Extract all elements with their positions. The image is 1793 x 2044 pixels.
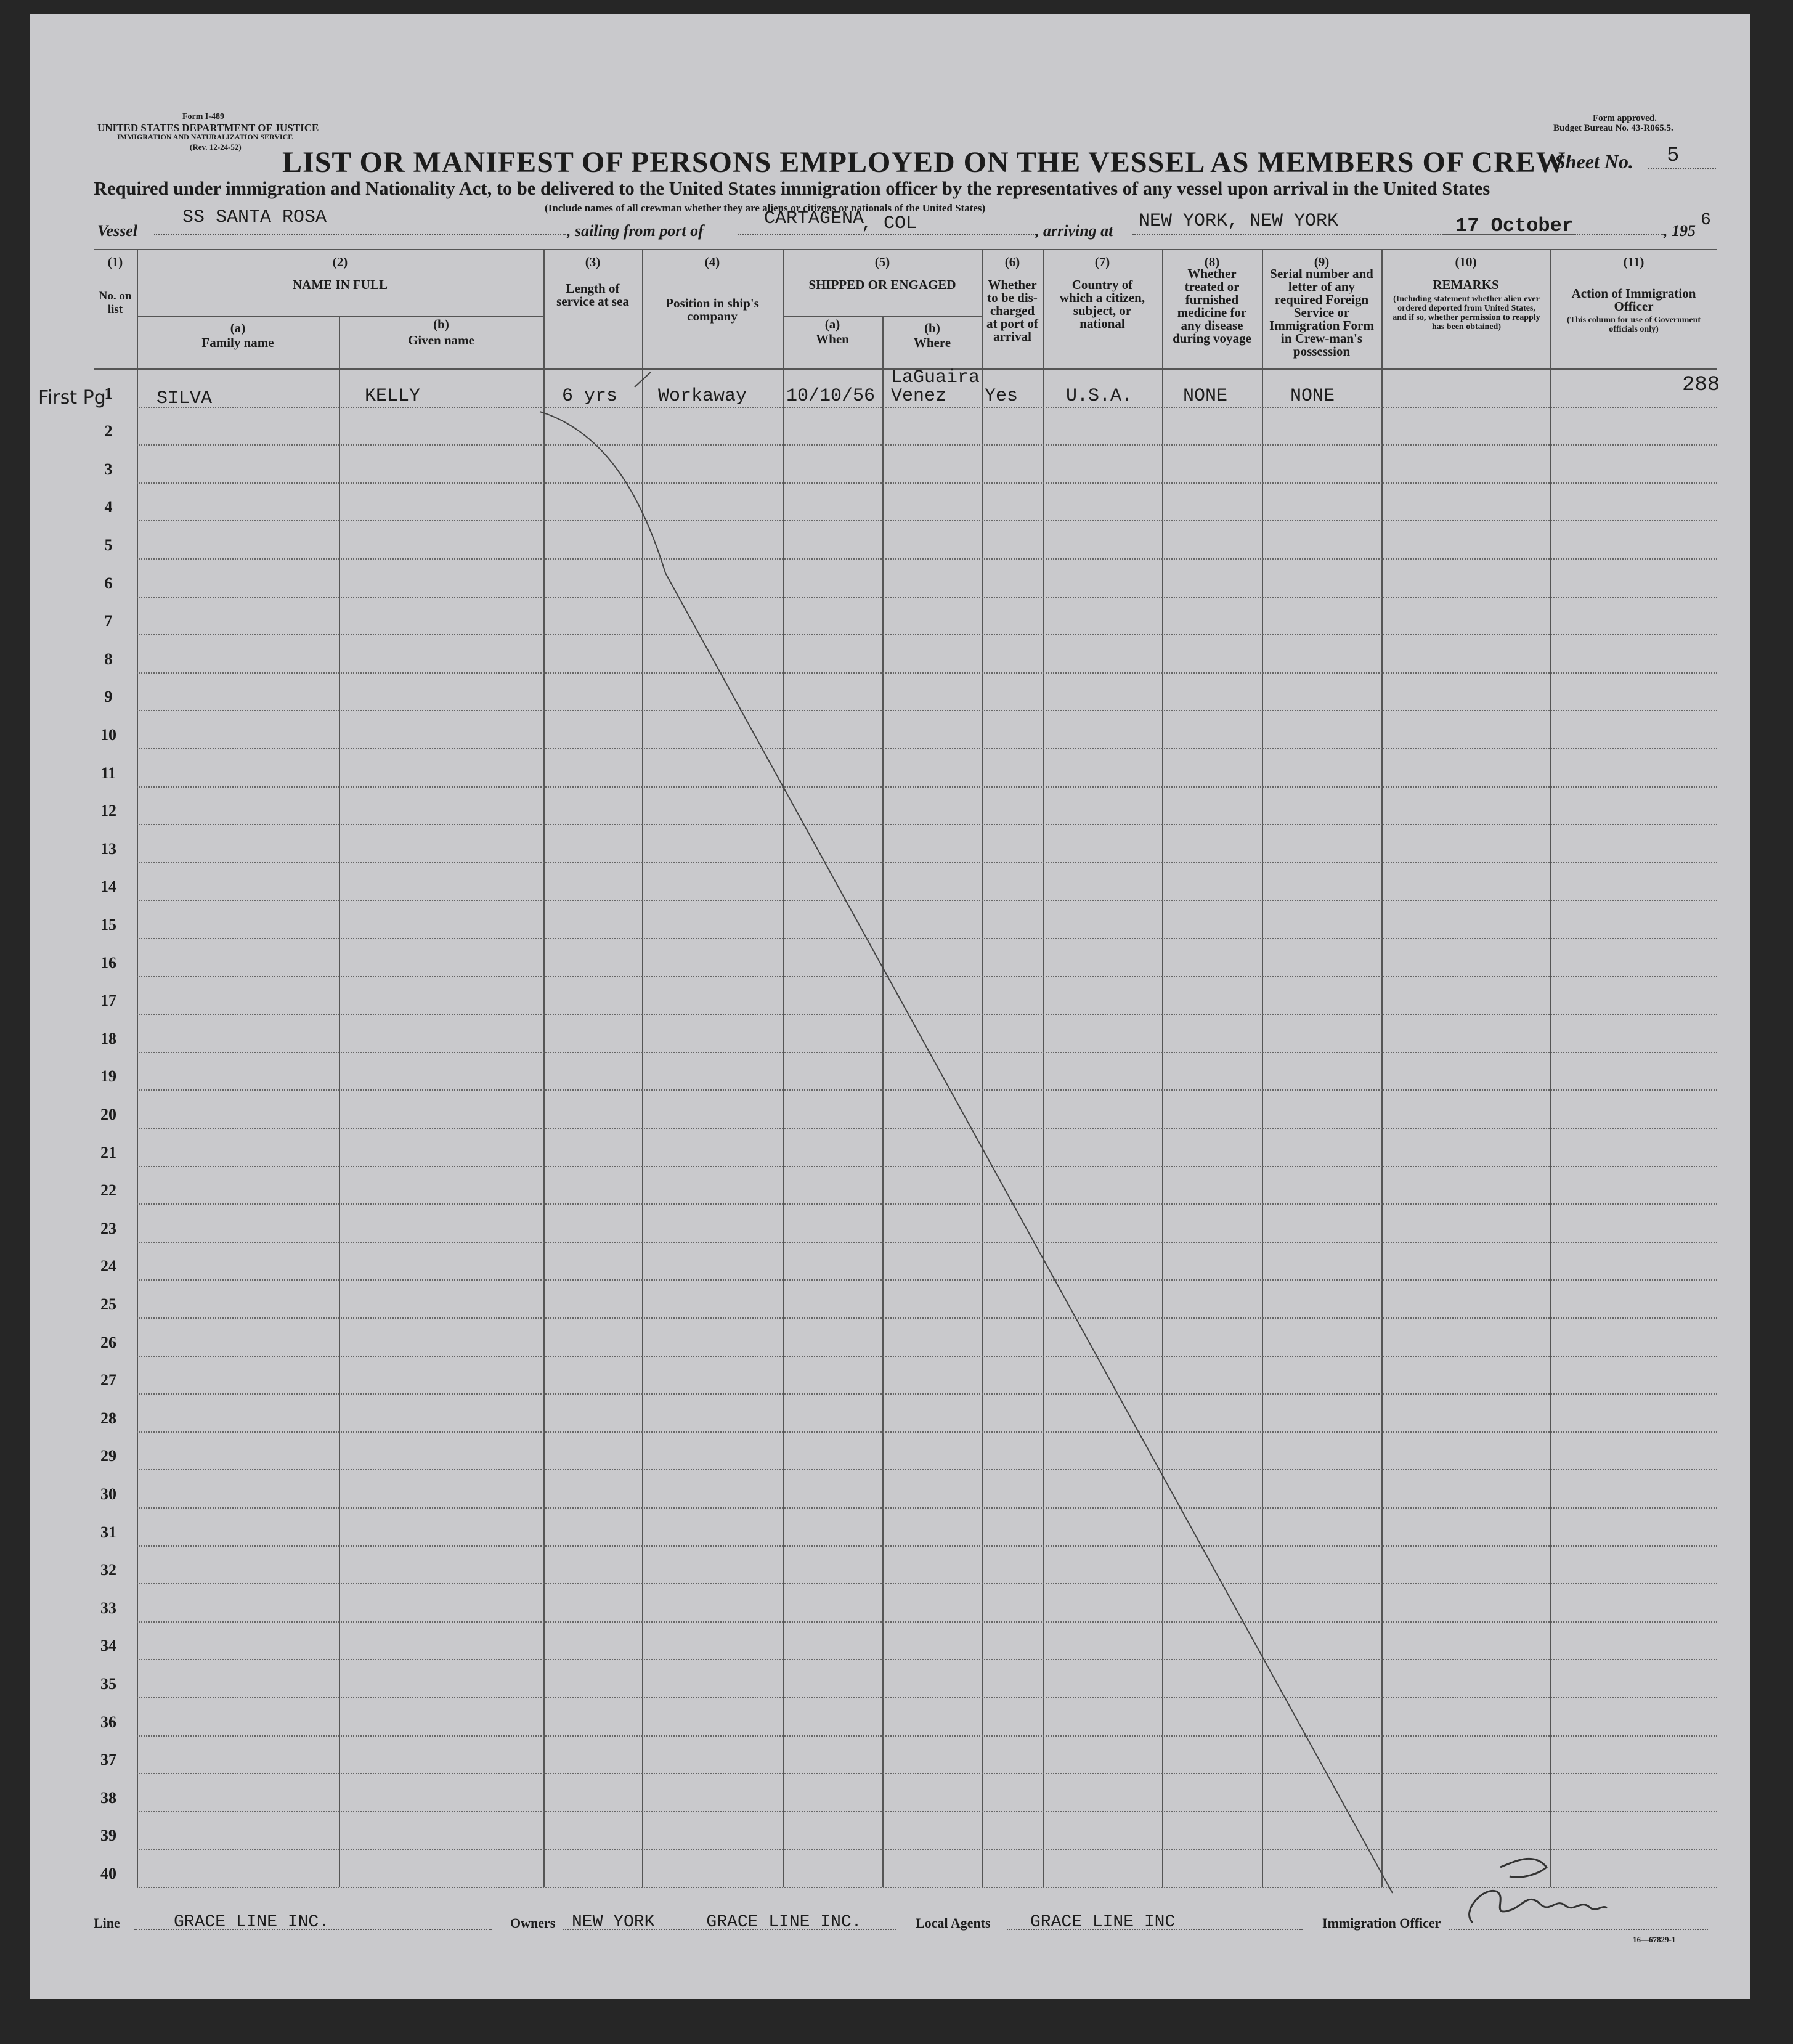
col2b-header: Given name: [408, 333, 474, 348]
row-number: 23: [100, 1219, 116, 1237]
sailing-label: , sailing from port of: [567, 222, 704, 240]
entry-family-name: SILVA: [157, 388, 213, 409]
page-title: LIST OR MANIFEST OF PERSONS EMPLOYED ON THE VESSEL AS MEMBERS OF CREW: [282, 146, 1566, 179]
col3-header: Length of service at sea: [556, 281, 629, 309]
col5a-header: When: [816, 332, 849, 346]
row-number: 38: [100, 1788, 116, 1807]
row-number: 11: [100, 763, 116, 782]
row-number: 40: [100, 1865, 116, 1883]
row-number: 24: [100, 1257, 116, 1276]
row-number: 29: [100, 1447, 116, 1465]
row-number: 10: [100, 726, 116, 744]
row-number: 2: [104, 422, 113, 441]
col2-header: NAME IN FULL: [292, 277, 388, 292]
sheet-label: Sheet No.: [1555, 150, 1633, 173]
col8-header: Whether treated or furnished medicine for any disease during voyage: [1173, 266, 1251, 346]
row-number: 32: [100, 1561, 116, 1579]
officer-label: Immigration Officer: [1322, 1915, 1441, 1931]
col6-number: (6): [1004, 254, 1020, 269]
col2b-number: (b): [433, 317, 449, 332]
form-revision: (Rev. 12-24-52): [190, 142, 242, 152]
col5a-number: (a): [824, 317, 840, 332]
agents-label: Local Agents: [916, 1915, 991, 1931]
row-number: 7: [104, 612, 113, 630]
row-number: 19: [100, 1067, 116, 1086]
col10-number: (10): [1455, 254, 1477, 269]
row-number: 25: [100, 1295, 116, 1313]
col3-number: (3): [585, 254, 601, 269]
entry-position: Workaway: [658, 386, 747, 407]
col7-header: Country of which a citizen, subject, or national: [1059, 277, 1145, 331]
line-value: GRACE LINE INC.: [174, 1913, 330, 1932]
row-number: 33: [100, 1598, 116, 1617]
officer-signature: [1448, 1849, 1614, 1935]
form-number: Form I-489: [182, 112, 225, 121]
form-approval: Form approved.: [1593, 113, 1657, 123]
entry-service: 6 yrs: [562, 386, 618, 407]
sailing-port: CARTAGENA: [764, 208, 864, 229]
col1-header: No. on list: [99, 290, 132, 316]
row-number: 37: [100, 1751, 116, 1769]
margin-note: First Pg: [38, 387, 106, 409]
arrival-date: 17 October: [1455, 214, 1574, 237]
agents-value: GRACE LINE INC: [1030, 1913, 1176, 1932]
col5b-number: (b): [924, 320, 940, 335]
arriving-port: NEW YORK, NEW YORK: [1139, 211, 1339, 232]
department-name: UNITED STATES DEPARTMENT OF JUSTICE: [97, 122, 319, 134]
row-number: 26: [100, 1333, 116, 1351]
row-number: 17: [100, 991, 116, 1010]
col2a-number: (a): [230, 320, 246, 335]
col7-number: (7): [1094, 254, 1110, 269]
entry-where-line2: Venez: [891, 386, 947, 407]
col2a-header: Family name: [201, 335, 274, 350]
sailing-country: , COL: [861, 213, 917, 234]
service-name: IMMIGRATION AND NATURALIZATION SERVICE: [117, 132, 293, 141]
owners-value: NEW YORK GRACE LINE INC.: [572, 1913, 862, 1932]
vessel-label: Vessel: [97, 222, 137, 240]
col5-number: (5): [874, 254, 890, 269]
include-note: (Include names of all crewman whether they are aliens or citizens or nationals of the United States): [545, 202, 986, 214]
col11-header: Action of Immigration Officer: [1571, 286, 1696, 314]
col11-number: (11): [1623, 254, 1645, 269]
row-number: 4: [104, 498, 113, 516]
row-number: 14: [100, 877, 116, 896]
col6-header: Whether to be dis-charged at port of arrival: [986, 277, 1038, 344]
col9-header: Serial number and letter of any required Foreign Service or Immigration Form in Crew-man's possession: [1269, 266, 1374, 359]
line-label: Line: [94, 1915, 120, 1931]
row-number: 3: [104, 460, 113, 478]
row-number: 27: [100, 1371, 116, 1390]
row-number: 16: [100, 953, 116, 972]
arriving-label: , arriving at: [1035, 222, 1113, 240]
entry-serial: NONE: [1290, 386, 1335, 407]
budget-bureau: Budget Bureau No. 43-R065.5.: [1553, 123, 1673, 133]
row-number: 8: [104, 649, 113, 668]
row-number: 1: [104, 384, 113, 402]
col4-number: (4): [704, 254, 720, 269]
entry-when: 10/10/56: [786, 386, 876, 407]
col2-number: (2): [332, 254, 348, 269]
subtitle: Required under immigration and Nationality Act, to be delivered to the United States immigration officer by the representatives of any vessel upon arrival in the United States: [94, 178, 1490, 199]
row-number: 39: [100, 1826, 116, 1845]
sheet-number: 5: [1667, 144, 1680, 168]
entry-officer-action: 288: [1682, 373, 1720, 397]
row-number: 20: [100, 1105, 116, 1123]
col1-number: (1): [107, 254, 123, 269]
row-number: 34: [100, 1637, 116, 1655]
col10-header: REMARKS: [1433, 277, 1499, 292]
row-number: 9: [104, 688, 113, 706]
owners-label: Owners: [510, 1915, 556, 1931]
col11-note: (This column for use of Government officials only): [1566, 316, 1701, 334]
col5-header: SHIPPED OR ENGAGED: [808, 277, 956, 292]
year-suffix: 6: [1701, 211, 1711, 230]
row-number: 13: [100, 839, 116, 858]
col4-header: Position in ship's company: [665, 296, 759, 324]
row-number: 5: [104, 536, 113, 554]
entry-discharged: Yes: [985, 386, 1018, 407]
row-number: 30: [100, 1485, 116, 1503]
col9-number: (9): [1314, 254, 1330, 269]
year-prefix: , 195: [1664, 222, 1696, 240]
row-number: 18: [100, 1029, 116, 1048]
print-code: 16—67829-1: [1633, 1935, 1676, 1944]
col8-number: (8): [1204, 254, 1220, 269]
row-number: 28: [100, 1409, 116, 1427]
entry-medicine: NONE: [1183, 386, 1228, 407]
entry-where-line1: LaGuaira: [891, 367, 980, 388]
row-number: 12: [100, 802, 116, 820]
row-number: 6: [104, 574, 113, 592]
row-number: 21: [100, 1143, 116, 1162]
col10-note: (Including statement whether alien ever ordered deported from United States, and if so, whether permission to reapply has been obtained): [1393, 295, 1540, 332]
row-number: 36: [100, 1712, 116, 1731]
row-number: 22: [100, 1181, 116, 1200]
entry-country: U.S.A.: [1066, 386, 1133, 407]
row-number: 15: [100, 916, 116, 934]
vessel-name: SS SANTA ROSA: [182, 207, 327, 228]
col5b-header: Where: [913, 335, 951, 350]
row-number: 35: [100, 1675, 116, 1693]
row-number: 31: [100, 1523, 116, 1541]
entry-given-name: KELLY: [365, 386, 421, 407]
